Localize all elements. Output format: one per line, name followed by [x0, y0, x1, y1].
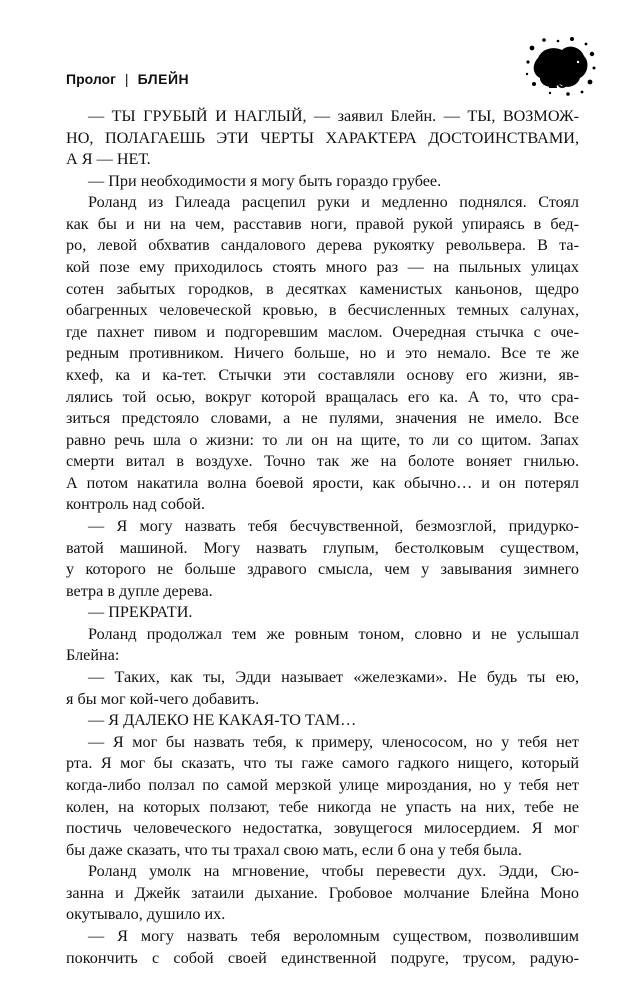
- text-line: кхеф, ка и ка-тет. Стычки эти составляли основу его жизни, яв-: [66, 365, 579, 384]
- text-line: когда-либо ползал по самой мерзкой улице мироздания, но у тебя нет: [66, 775, 579, 794]
- text-line: обагренных человеческой кровью, в бесчисленных темных салунах,: [66, 301, 579, 320]
- text-line: у которого не больше здравого смысла, чем у завывания зимнего: [66, 560, 579, 579]
- text-line: ро, левой обхватив сандалового дерева рукоятку револьвера. В та-: [66, 236, 579, 255]
- text-line: как бы и ни на чем, расставив ноги, правой рукой упираясь в бед-: [66, 214, 579, 233]
- text-line: редным противником. Ничего больше, но и это немало. Все те же: [66, 344, 579, 363]
- text-line: — Я могу назвать тебя бесчувственной, безмозглой, придурко-: [88, 516, 579, 535]
- text-line: зиться предстояло словами, а не пулями, значения не имело. Все: [66, 409, 579, 428]
- text-line: кой позе ему приходилось стоять много раз — на пыльных улицах: [66, 258, 579, 277]
- text-line: НО, ПОЛАГАЕШЬ ЭТИ ЧЕРТЫ ХАРАКТЕРА ДОСТОИНСТВАМИ,: [66, 128, 579, 147]
- text-line: — ПРЕКРАТИ.: [88, 603, 193, 622]
- text-line: — Я могу назвать тебя вероломным существом, позволившим: [88, 926, 579, 945]
- text-line: лялись той осью, вокруг которой вращалась его ка. А то, что сра-: [66, 387, 579, 406]
- text-line: я бы мог кой-чего добавить.: [66, 689, 260, 708]
- text-line: ветра в дупле дерева.: [66, 581, 213, 600]
- text-line: где пахнет пивом и подгоревшим маслом. Очередная стычка с оче-: [66, 322, 579, 341]
- text-line: окутывало, душило их.: [66, 905, 226, 924]
- text-line: ватой машиной. Могу назвать глупым, бестолковым существом,: [66, 538, 579, 557]
- text-line: сотен забытых городков, в десятках каменистых каньонов, щедро: [66, 279, 579, 298]
- text-line: смерти витал в воздухе. Точно так же на болоте воняет гнилью.: [66, 452, 579, 471]
- text-line: покончить с собой своей единственной подруге, трусом, радую-: [66, 948, 579, 967]
- text-line: занна и Джейк затаили дыхание. Гробовое молчание Блейна Моно: [66, 883, 579, 902]
- text-line: А потом накатила волна боевой ярости, как обычно… и он потерял: [66, 473, 579, 492]
- text-line: контроль над собой.: [66, 495, 206, 514]
- page-number: 13: [548, 73, 567, 92]
- text-line: — ТЫ ГРУБЫЙ И НАГЛЫЙ, — заявил Блейн. — ТЫ, ВОЗМОЖ-: [88, 107, 579, 125]
- text-line: — Таких, как ты, Эдди называет «железками». Не будь ты ею,: [88, 668, 579, 687]
- text-line: — Я ДАЛЕКО НЕ КАКАЯ-ТО ТАМ…: [88, 711, 357, 730]
- text-line: Блейна:: [66, 646, 120, 665]
- text-line: постичь человеческого недостатка, зовущегося милосердием. Я мог: [66, 819, 579, 838]
- text-line: — При необходимости я могу быть гораздо грубее.: [88, 171, 442, 190]
- header-separator: |: [124, 71, 129, 87]
- text-line: — Я мог бы назвать тебя, к примеру, членососом, но у тебя нет: [88, 732, 579, 751]
- section-title: Пролог: [66, 71, 116, 87]
- text-line: Роланд умолк на мгновение, чтобы перевести дух. Эдди, Сю-: [88, 862, 579, 881]
- body-text: [66, 106, 579, 969]
- chapter-title: БЛЕЙН: [137, 71, 190, 87]
- text-line: равно речь шла о жизни: то ли он на щите, то ли со щитом. Запах: [66, 430, 579, 449]
- text-line: бы даже сказать, что ты трахал свою мать, если б она у тебя была.: [66, 840, 522, 859]
- running-header: [66, 71, 189, 87]
- text-line: колен, на которых ползают, тебе никогда не упасть на них, тебе не: [66, 797, 579, 816]
- text-line: А Я — НЕТ.: [66, 150, 151, 169]
- text-line: рта. Я мог бы сказать, что ты гаже самого гадкого нищего, который: [66, 754, 579, 773]
- text-line: Роланд из Гилеада расцепил руки и медленно поднялся. Стоял: [88, 193, 579, 212]
- text-line: Роланд продолжал тем же ровным тоном, словно и не услышал: [88, 624, 579, 643]
